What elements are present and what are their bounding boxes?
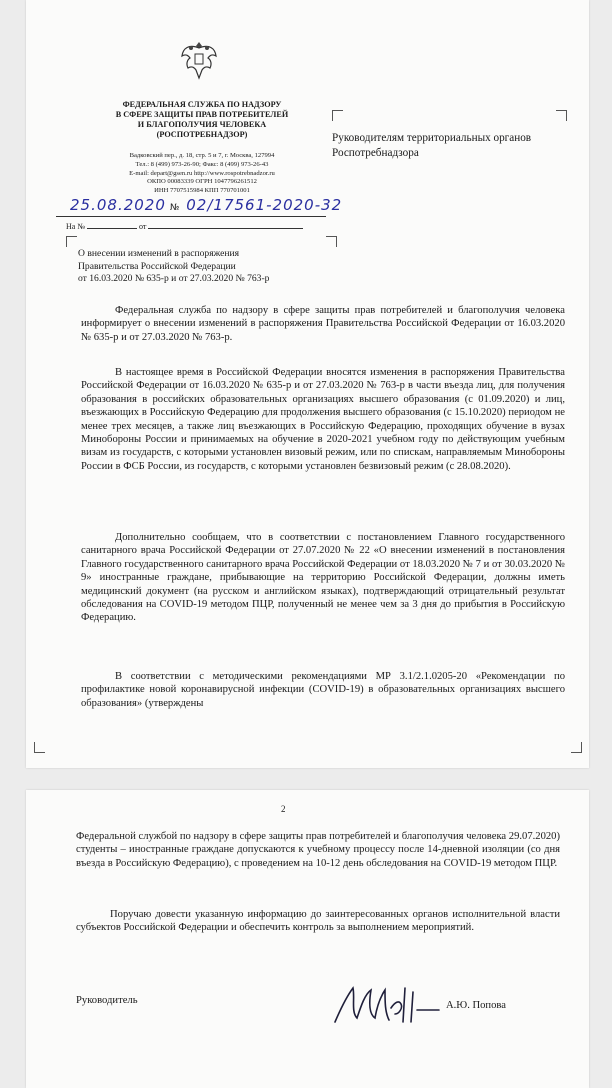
body-paragraph: Дополнительно сообщаем, что в соответствии с постановлением Главного государственного санитарного врача Российской Федерации от 27.07.2020 № 22 «О внесении изменений в постановления Главного государственного санитарного врача Российской Федерации от 18.03.2020 № 7 и от 30.03.2020 № 9» иностранные граждане, прибывающие на территорию Российской Федерации, должны иметь медицинский документ (на русском и английском языках), подтверждающий отрицательный результат обследования на COVID-19 методом ПЦР, полученный не менее чем за 3 дня до прибытия в Российскую Федерацию. — [81, 532, 565, 624]
number-sign: № — [169, 203, 181, 213]
handwritten-date: 25.08.2020 — [70, 196, 166, 214]
subject — [78, 248, 378, 286]
contact-line: E-mail: depart@gsen.ru http://www.rospotrebnadzor.ru — [129, 169, 275, 177]
document-page-1 — [26, 0, 589, 768]
registration-line — [70, 196, 342, 214]
contact-line: ИНН 7707515984 КПП 770701001 — [154, 187, 250, 195]
date-underline — [56, 216, 326, 217]
body-paragraph: Поручаю довести указанную информацию до заинтересованных органов исполнительной власти субъектов Российской Федерации и обеспечить контроль за выполнением мероприятий. — [76, 909, 560, 934]
coat-of-arms-icon — [179, 38, 219, 82]
organization-contacts — [86, 152, 318, 196]
body-paragraph: В соответствии с методическими рекомендациями МР 3.1/2.1.0205-20 «Рекомендации по профилактике новой коронавирусной инфекции (COVID-19) в образовательных организациях высшего образования» (утверждены — [81, 671, 565, 709]
subject-corner-left — [66, 236, 77, 247]
contact-line: ОКПО 00083339 ОГРН 1047796261512 — [147, 178, 257, 186]
signature-icon — [331, 978, 441, 1028]
reference-from-label: от — [138, 222, 147, 231]
subject-line: от 16.03.2020 № 635-р и от 27.03.2020 № 763-р — [78, 273, 270, 284]
body-paragraph: В настоящее время в Российской Федерации вносятся изменения в распоряжения Правительства Российской Федерации от 16.03.2020 № 635-р и от 27.03.2020 № 763-р в части въезда лиц, для получения образования в российских образовательных организациях высшего образования (с 01.09.2020) и лиц, въезжающих в Российскую Федерацию для продолжения высшего образования (с 15.10.2020) периодом не менее трех месяцев, а также лиц въезжающих в Российскую Федерацию, проходящих обучение в вузах Минобороны России и принимаемых на обучение в 2020-2021 учебном году по действующим учебным визам из государств, с которыми установлен визовый режим, или по спискам, направляемым Минобороны России в ФСБ России, из государств, с которыми установлен безвизовый режим (с 28.08.2020). — [81, 367, 565, 472]
signer-role: Руководитель — [76, 995, 138, 1006]
subject-line: Правительства Российской Федерации — [78, 260, 236, 272]
page-corner-left — [34, 742, 45, 753]
organization-name — [86, 100, 318, 140]
reference-line — [66, 222, 303, 231]
recipient-corner-left — [332, 110, 343, 121]
org-line: ФЕДЕРАЛЬНАЯ СЛУЖБА ПО НАДЗОРУ — [122, 100, 282, 109]
reference-label: На № — [66, 222, 85, 231]
body-paragraph: Федеральная служба по надзору в сфере защиты прав потребителей и благополучия человека информирует о внесении изменений в распоряжения Правительства Российской Федерации от 16.03.2020 № 635-р и от 27.03.2020 № 763-р. — [81, 305, 565, 343]
subject-corner-right — [326, 236, 337, 247]
recipient-corner-right — [556, 110, 567, 121]
org-line: (РОСПОТРЕБНАДЗОР) — [156, 130, 248, 139]
recipient: Руководителям территориальных органов Роспотребнадзора — [332, 132, 532, 159]
subject-line: О внесении изменений в распоряжения — [78, 248, 240, 259]
org-line: И БЛАГОПОЛУЧИЯ ЧЕЛОВЕКА — [137, 120, 267, 129]
org-line: В СФЕРЕ ЗАЩИТЫ ПРАВ ПОТРЕБИТЕЛЕЙ — [115, 110, 289, 119]
handwritten-number: 02/17561-2020-32 — [186, 196, 343, 214]
page-number: 2 — [281, 804, 286, 814]
signer-name: А.Ю. Попова — [446, 1000, 506, 1011]
contact-line: Тел.: 8 (499) 973-26-90; Факс: 8 (499) 973-26-43 — [135, 160, 269, 168]
document-page-2 — [26, 790, 589, 1088]
page-corner-right — [571, 742, 582, 753]
contact-line: Вадковский пер., д. 18, стр. 5 и 7, г. Москва, 127994 — [129, 152, 275, 159]
body-paragraph: Федеральной службой по надзору в сфере защиты прав потребителей и благополучия человека 29.07.2020) студенты – иностранные граждане допускаются к учебному процессу после 14-дневной изоляции (со дня въезда в Российскую Федерацию), с проведением на 10-12 день обследования на COVID-19 методом ПЦР. — [76, 831, 560, 869]
